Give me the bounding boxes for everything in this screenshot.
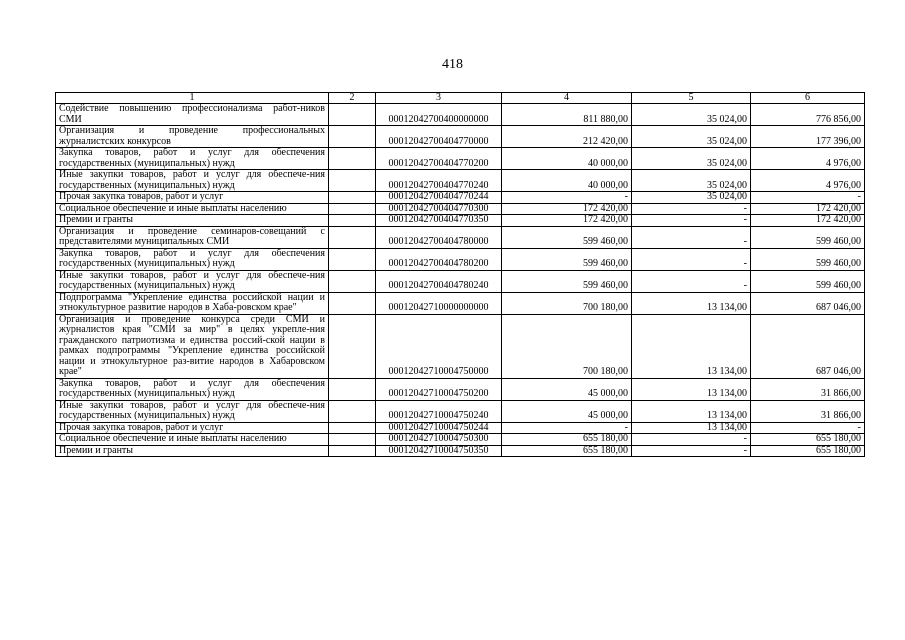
row-col5-value: - xyxy=(632,215,751,227)
row-col2-cell xyxy=(329,192,376,204)
row-col6-value: 599 460,00 xyxy=(751,226,865,248)
row-name-cell: Прочая закупка товаров, работ и услуг xyxy=(56,422,329,434)
row-name-cell: Прочая закупка товаров, работ и услуг xyxy=(56,192,329,204)
row-name-cell: Премии и гранты xyxy=(56,445,329,457)
row-name-cell: Социальное обеспечение и иные выплаты населению xyxy=(56,434,329,446)
table-row xyxy=(56,434,865,446)
row-name-cell: Содействие повышению профессионализма работ-ников СМИ xyxy=(56,104,329,126)
row-col4-value: 45 000,00 xyxy=(502,378,632,400)
row-col6-value: 31 866,00 xyxy=(751,378,865,400)
row-col4-value: 700 180,00 xyxy=(502,292,632,314)
row-col5-value: - xyxy=(632,270,751,292)
row-col5-value: 35 024,00 xyxy=(632,148,751,170)
row-code-cell: 00012042710004750350 xyxy=(376,445,502,457)
header-row xyxy=(56,93,865,104)
row-col5-value: - xyxy=(632,434,751,446)
row-code-cell: 00012042700404770244 xyxy=(376,192,502,204)
table-row xyxy=(56,445,865,457)
row-col2-cell xyxy=(329,226,376,248)
header-cell-2: 2 xyxy=(329,93,376,104)
row-col2-cell xyxy=(329,148,376,170)
row-code-cell: 00012042700404780200 xyxy=(376,248,502,270)
row-col4-value: 599 460,00 xyxy=(502,248,632,270)
row-col4-value: 655 180,00 xyxy=(502,434,632,446)
row-col2-cell xyxy=(329,170,376,192)
row-col6-value: 687 046,00 xyxy=(751,314,865,378)
row-col2-cell xyxy=(329,445,376,457)
table-row xyxy=(56,378,865,400)
table-row xyxy=(56,104,865,126)
row-name-cell: Организация и проведение семинаров-совещаний с представителями муниципальных СМИ xyxy=(56,226,329,248)
table-row xyxy=(56,126,865,148)
row-col6-value: 172 420,00 xyxy=(751,215,865,227)
table-row xyxy=(56,148,865,170)
row-col4-value: - xyxy=(502,192,632,204)
row-col6-value: 4 976,00 xyxy=(751,148,865,170)
row-name-cell: Закупка товаров, работ и услуг для обеспечения государственных (муниципальных) нужд xyxy=(56,248,329,270)
row-col5-value: 35 024,00 xyxy=(632,126,751,148)
header-cell-3: 3 xyxy=(376,93,502,104)
row-col2-cell xyxy=(329,104,376,126)
row-col2-cell xyxy=(329,378,376,400)
row-name-cell: Премии и гранты xyxy=(56,215,329,227)
row-code-cell: 00012042710004750200 xyxy=(376,378,502,400)
row-col4-value: - xyxy=(502,422,632,434)
row-col4-value: 212 420,00 xyxy=(502,126,632,148)
row-col4-value: 599 460,00 xyxy=(502,226,632,248)
row-col5-value: 13 134,00 xyxy=(632,292,751,314)
row-col4-value: 45 000,00 xyxy=(502,400,632,422)
row-code-cell: 00012042710000000000 xyxy=(376,292,502,314)
row-col2-cell xyxy=(329,126,376,148)
row-col5-value: - xyxy=(632,248,751,270)
row-col2-cell xyxy=(329,292,376,314)
row-col5-value: 13 134,00 xyxy=(632,422,751,434)
row-col2-cell xyxy=(329,215,376,227)
row-col4-value: 40 000,00 xyxy=(502,170,632,192)
row-name-cell: Социальное обеспечение и иные выплаты населению xyxy=(56,203,329,215)
table-row xyxy=(56,226,865,248)
row-col5-value: - xyxy=(632,226,751,248)
header-cell-6: 6 xyxy=(751,93,865,104)
row-name-cell: Организация и проведение конкурса среди СМИ и журналистов края "СМИ за мир" в целях укрепле-ния гражданского патриотизма и единства россий-ской нации в рамках подпрограммы "Укрепление единства российской нации и этнокультурное раз-витие народов в Хабаровском крае" xyxy=(56,314,329,378)
row-col4-value: 40 000,00 xyxy=(502,148,632,170)
row-name-cell: Иные закупки товаров, работ и услуг для обеспече-ния государственных (муниципальных) нужд xyxy=(56,270,329,292)
row-name-cell: Закупка товаров, работ и услуг для обеспечения государственных (муниципальных) нужд xyxy=(56,378,329,400)
row-code-cell: 00012042700400000000 xyxy=(376,104,502,126)
table-row xyxy=(56,248,865,270)
row-col4-value: 172 420,00 xyxy=(502,215,632,227)
row-col6-value: 776 856,00 xyxy=(751,104,865,126)
row-col4-value: 655 180,00 xyxy=(502,445,632,457)
table-body xyxy=(56,104,865,457)
row-code-cell: 00012042700404780000 xyxy=(376,226,502,248)
row-col2-cell xyxy=(329,434,376,446)
row-col5-value: 35 024,00 xyxy=(632,170,751,192)
row-col6-value: - xyxy=(751,192,865,204)
row-col6-value: 31 866,00 xyxy=(751,400,865,422)
row-col2-cell xyxy=(329,422,376,434)
row-name-cell: Организация и проведение профессиональных журналистских конкурсов xyxy=(56,126,329,148)
table-row xyxy=(56,170,865,192)
row-col6-value: 177 396,00 xyxy=(751,126,865,148)
table-row xyxy=(56,215,865,227)
header-cell-5: 5 xyxy=(632,93,751,104)
row-name-cell: Иные закупки товаров, работ и услуг для обеспече-ния государственных (муниципальных) нужд xyxy=(56,170,329,192)
table-row xyxy=(56,270,865,292)
table-row xyxy=(56,400,865,422)
row-col6-value: 655 180,00 xyxy=(751,434,865,446)
row-col2-cell xyxy=(329,400,376,422)
row-col5-value: - xyxy=(632,445,751,457)
budget-table xyxy=(55,92,865,457)
row-code-cell: 00012042700404770200 xyxy=(376,148,502,170)
row-col5-value: - xyxy=(632,203,751,215)
row-col6-value: 4 976,00 xyxy=(751,170,865,192)
row-name-cell: Иные закупки товаров, работ и услуг для обеспече-ния государственных (муниципальных) нужд xyxy=(56,400,329,422)
row-col6-value: 172 420,00 xyxy=(751,203,865,215)
row-code-cell: 00012042710004750300 xyxy=(376,434,502,446)
table-row xyxy=(56,314,865,378)
row-code-cell: 00012042700404770240 xyxy=(376,170,502,192)
row-code-cell: 00012042710004750244 xyxy=(376,422,502,434)
table-row xyxy=(56,422,865,434)
row-col5-value: 13 134,00 xyxy=(632,314,751,378)
row-code-cell: 00012042700404770300 xyxy=(376,203,502,215)
table-row xyxy=(56,292,865,314)
row-col2-cell xyxy=(329,270,376,292)
row-code-cell: 00012042700404780240 xyxy=(376,270,502,292)
row-col6-value: 599 460,00 xyxy=(751,270,865,292)
row-code-cell: 00012042700404770000 xyxy=(376,126,502,148)
row-col2-cell xyxy=(329,248,376,270)
row-col6-value: 687 046,00 xyxy=(751,292,865,314)
row-code-cell: 00012042710004750240 xyxy=(376,400,502,422)
row-col6-value: 655 180,00 xyxy=(751,445,865,457)
row-name-cell: Подпрограмма "Укрепление единства российской нации и этнокультурное развитие народов в Хаба-ровском крае" xyxy=(56,292,329,314)
table-row xyxy=(56,192,865,204)
row-col5-value: 13 134,00 xyxy=(632,400,751,422)
header-cell-4: 4 xyxy=(502,93,632,104)
row-col4-value: 599 460,00 xyxy=(502,270,632,292)
row-col6-value: - xyxy=(751,422,865,434)
row-col2-cell xyxy=(329,314,376,378)
header-cell-1: 1 xyxy=(56,93,329,104)
row-col4-value: 172 420,00 xyxy=(502,203,632,215)
row-col4-value: 700 180,00 xyxy=(502,314,632,378)
row-name-cell: Закупка товаров, работ и услуг для обеспечения государственных (муниципальных) нужд xyxy=(56,148,329,170)
row-col4-value: 811 880,00 xyxy=(502,104,632,126)
row-code-cell: 00012042710004750000 xyxy=(376,314,502,378)
page-number: 418 xyxy=(442,57,463,72)
row-col2-cell xyxy=(329,203,376,215)
row-col6-value: 599 460,00 xyxy=(751,248,865,270)
row-col5-value: 13 134,00 xyxy=(632,378,751,400)
row-col5-value: 35 024,00 xyxy=(632,104,751,126)
table-row xyxy=(56,203,865,215)
row-col5-value: 35 024,00 xyxy=(632,192,751,204)
row-code-cell: 00012042700404770350 xyxy=(376,215,502,227)
